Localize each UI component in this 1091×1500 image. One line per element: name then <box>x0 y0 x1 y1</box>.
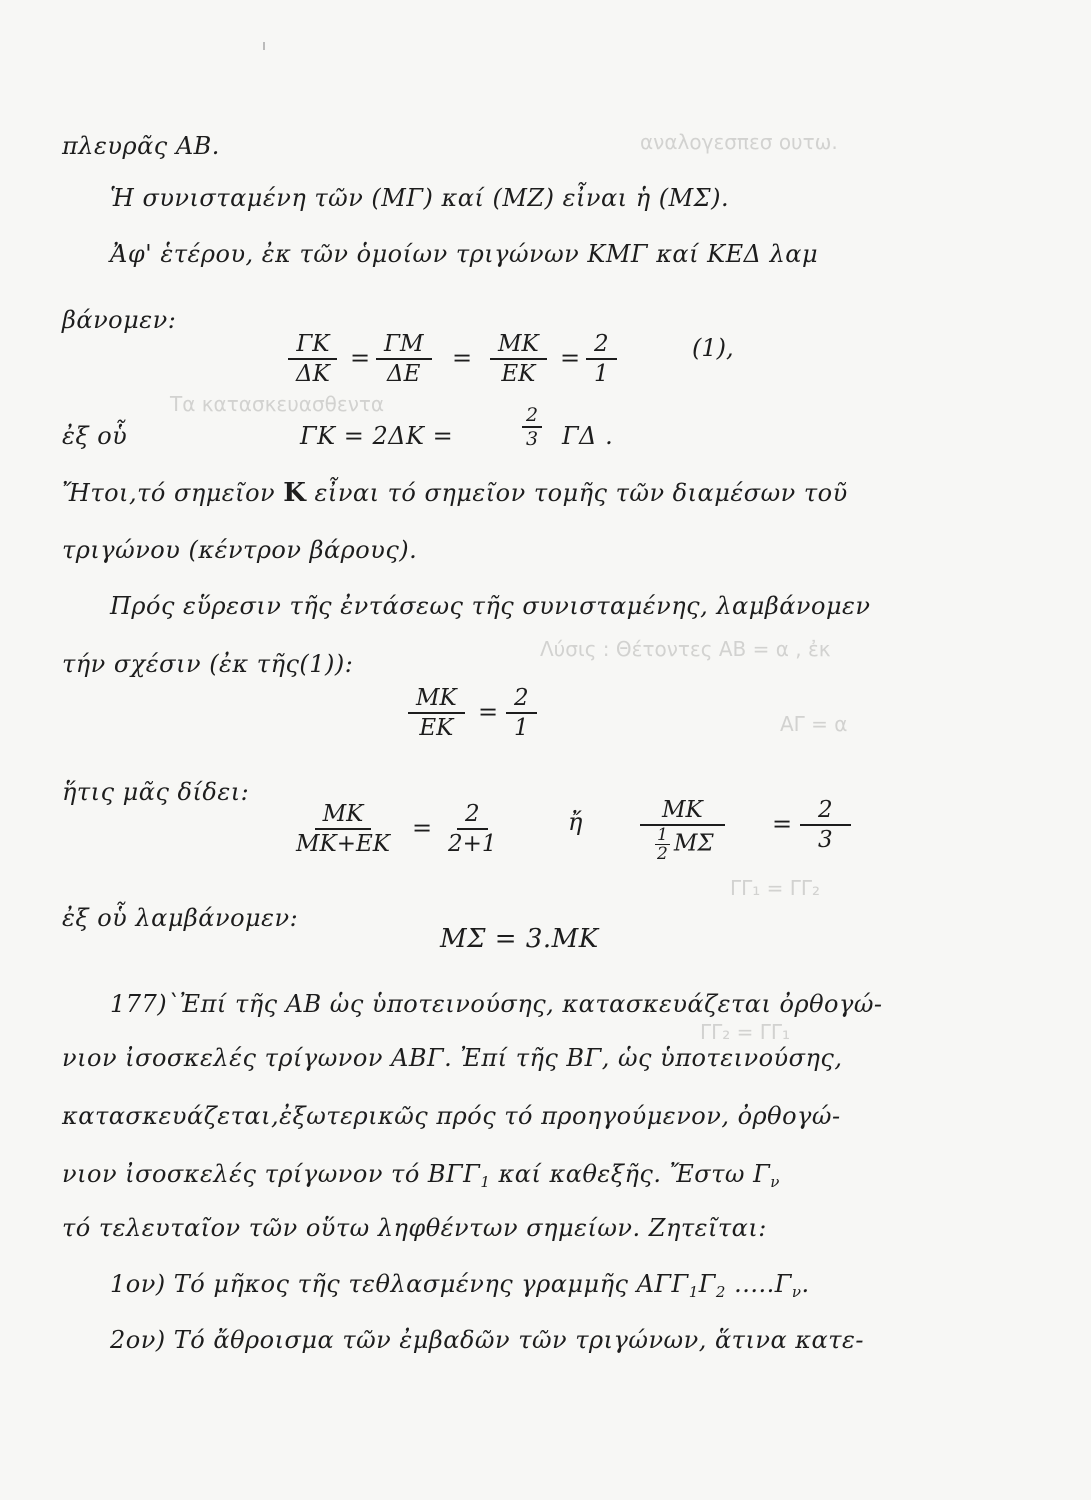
text-line: ἐξ οὗ <box>62 422 128 450</box>
text-line: κατασκευάζεται,ἐξωτερικῶς πρός τό προηγούμενον, ὀρθογώ- <box>62 1102 841 1130</box>
denominator: ΔΕ <box>387 361 421 387</box>
text-span: . <box>801 1270 810 1298</box>
numerator: ΓΚ <box>288 330 337 360</box>
fraction <box>586 330 617 388</box>
text-line: 2ον) Τό ἄθροισμα τῶν ἐμβαδῶν τῶν τριγώνων, ἅτινα κατε- <box>110 1326 865 1354</box>
numerator: 2 <box>522 404 542 428</box>
denominator: 1 <box>594 361 609 387</box>
fraction <box>800 796 851 854</box>
numerator: ΜΚ <box>490 330 547 360</box>
text-line: Ἡ συνισταμένη τῶν (ΜΓ) καί (ΜΖ) εἶναι ἡ (ΜΣ). <box>110 184 730 212</box>
equation-tag: (1), <box>692 334 734 362</box>
text-span: 1ον) Τό μῆκος τῆς τεθλασμένης γραμμῆς ΑΓΓ <box>110 1270 689 1298</box>
text-line: Πρός εὕρεσιν τῆς ἐντάσεως τῆς συνισταμένης, λαμβάνομεν <box>110 592 871 620</box>
fraction <box>288 800 398 858</box>
equation: ΓΚ = 2ΔΚ = <box>300 422 454 450</box>
text-span: .....Γ <box>725 1270 792 1298</box>
denominator: 2+1 <box>448 831 497 857</box>
fraction <box>288 330 338 388</box>
denominator: 1 <box>514 715 529 741</box>
text-line: 177)`Ἐπί τῆς ΑΒ ὡς ὑποτεινούσης, κατασκευάζεται ὀρθογώ- <box>110 990 883 1018</box>
fraction <box>376 330 432 388</box>
text-line <box>110 1270 810 1301</box>
text-span: νιον ἰσοσκελές τρίγωνον τό ΒΓΓ <box>62 1160 481 1188</box>
denominator <box>643 826 722 863</box>
denominator: ΕΚ <box>501 361 536 387</box>
fraction <box>440 800 505 858</box>
fraction <box>408 684 465 742</box>
text-line <box>62 478 848 508</box>
subscript: ν <box>791 1283 802 1301</box>
text-line: ἐξ οὗ λαμβάνομεν: <box>62 904 299 932</box>
numerator: ΓΜ <box>376 330 432 360</box>
bleed-through-text: ΓΓ₂ = ΓΓ₁ <box>700 1020 791 1044</box>
bleed-through-text: Λύσις : Θέτοντες ΑΒ = α , ἐκ <box>540 637 831 661</box>
numerator: 2 <box>800 796 851 826</box>
numerator: ΜΚ <box>408 684 465 714</box>
equals-sign: = <box>412 814 433 842</box>
subscript: 1 <box>688 1283 699 1301</box>
equals-sign: = <box>452 344 473 372</box>
point-k-label: Κ <box>283 478 307 508</box>
text-span: καί καθεξῆς. Ἔστω Γ <box>490 1160 771 1188</box>
subscript: 2 <box>715 1283 726 1301</box>
text-span: Ἤτοι,τό σημεῖον <box>62 479 276 507</box>
numerator: 2 <box>586 330 617 360</box>
denominator: 3 <box>526 428 539 450</box>
bleed-through-text: Τα κατασκευασθεντα <box>170 392 385 416</box>
equals-sign: = <box>478 698 499 726</box>
fraction <box>640 796 725 863</box>
text-line: πλευρᾶς ΑΒ. <box>62 132 220 160</box>
text-line: ἥτις μᾶς δίδει: <box>62 778 250 806</box>
text-line <box>62 1160 780 1191</box>
numerator: ΜΚ <box>640 796 725 826</box>
denominator: ΔΚ <box>296 361 330 387</box>
subscript: 1 <box>480 1173 491 1191</box>
text-line: τριγώνου (κέντρον βάρους). <box>62 536 418 564</box>
equals-sign: = <box>350 344 371 372</box>
text-span: Γ <box>698 1270 716 1298</box>
equation: ΓΔ . <box>562 422 614 450</box>
equation: ΜΣ = 3.ΜΚ <box>440 924 599 954</box>
scan-speck <box>263 42 265 50</box>
bleed-through-text: αναλογεσπεσ ουτω. <box>640 130 838 154</box>
bleed-through-text: ΓΓ₁ = ΓΓ₂ <box>730 876 821 900</box>
text-line: τό τελευταῖον τῶν οὕτω ληφθέντων σημείων. Ζητεῖται: <box>62 1214 767 1242</box>
fraction <box>522 404 542 450</box>
numerator: 1 <box>657 825 668 845</box>
fraction <box>490 330 547 388</box>
denominator-tail: ΜΣ <box>673 830 714 857</box>
text-line: τήν σχέσιν (ἐκ τῆς(1)): <box>62 650 354 678</box>
denominator: ΜΚ+ΕΚ <box>296 831 390 857</box>
numerator: 2 <box>506 684 537 714</box>
text-line: βάνομεν: <box>62 306 177 334</box>
denominator: 3 <box>818 827 833 853</box>
text-line: νιον ἰσοσκελές τρίγωνον ΑΒΓ. Ἐπί τῆς ΒΓ, ὡς ὑποτεινούσης, <box>62 1044 843 1072</box>
half-fraction <box>655 826 670 863</box>
denominator: 2 <box>657 844 668 864</box>
equals-sign: = <box>772 810 793 838</box>
bleed-through-text: ΑΓ = α <box>780 712 848 736</box>
numerator: ΜΚ <box>315 800 372 830</box>
text-line: Ἀφ' ἑτέρου, ἐκ τῶν ὁμοίων τριγώνων ΚΜΓ καί ΚΕΔ λαμ <box>110 240 819 268</box>
fraction <box>506 684 537 742</box>
conjunction-or: ἤ <box>568 808 583 836</box>
denominator: ΕΚ <box>419 715 454 741</box>
text-span: εἶναι τό σημεῖον τομῆς τῶν διαμέσων τοῦ <box>314 479 848 507</box>
numerator: 2 <box>457 800 488 830</box>
equals-sign: = <box>560 344 581 372</box>
subscript: ν <box>770 1173 780 1191</box>
